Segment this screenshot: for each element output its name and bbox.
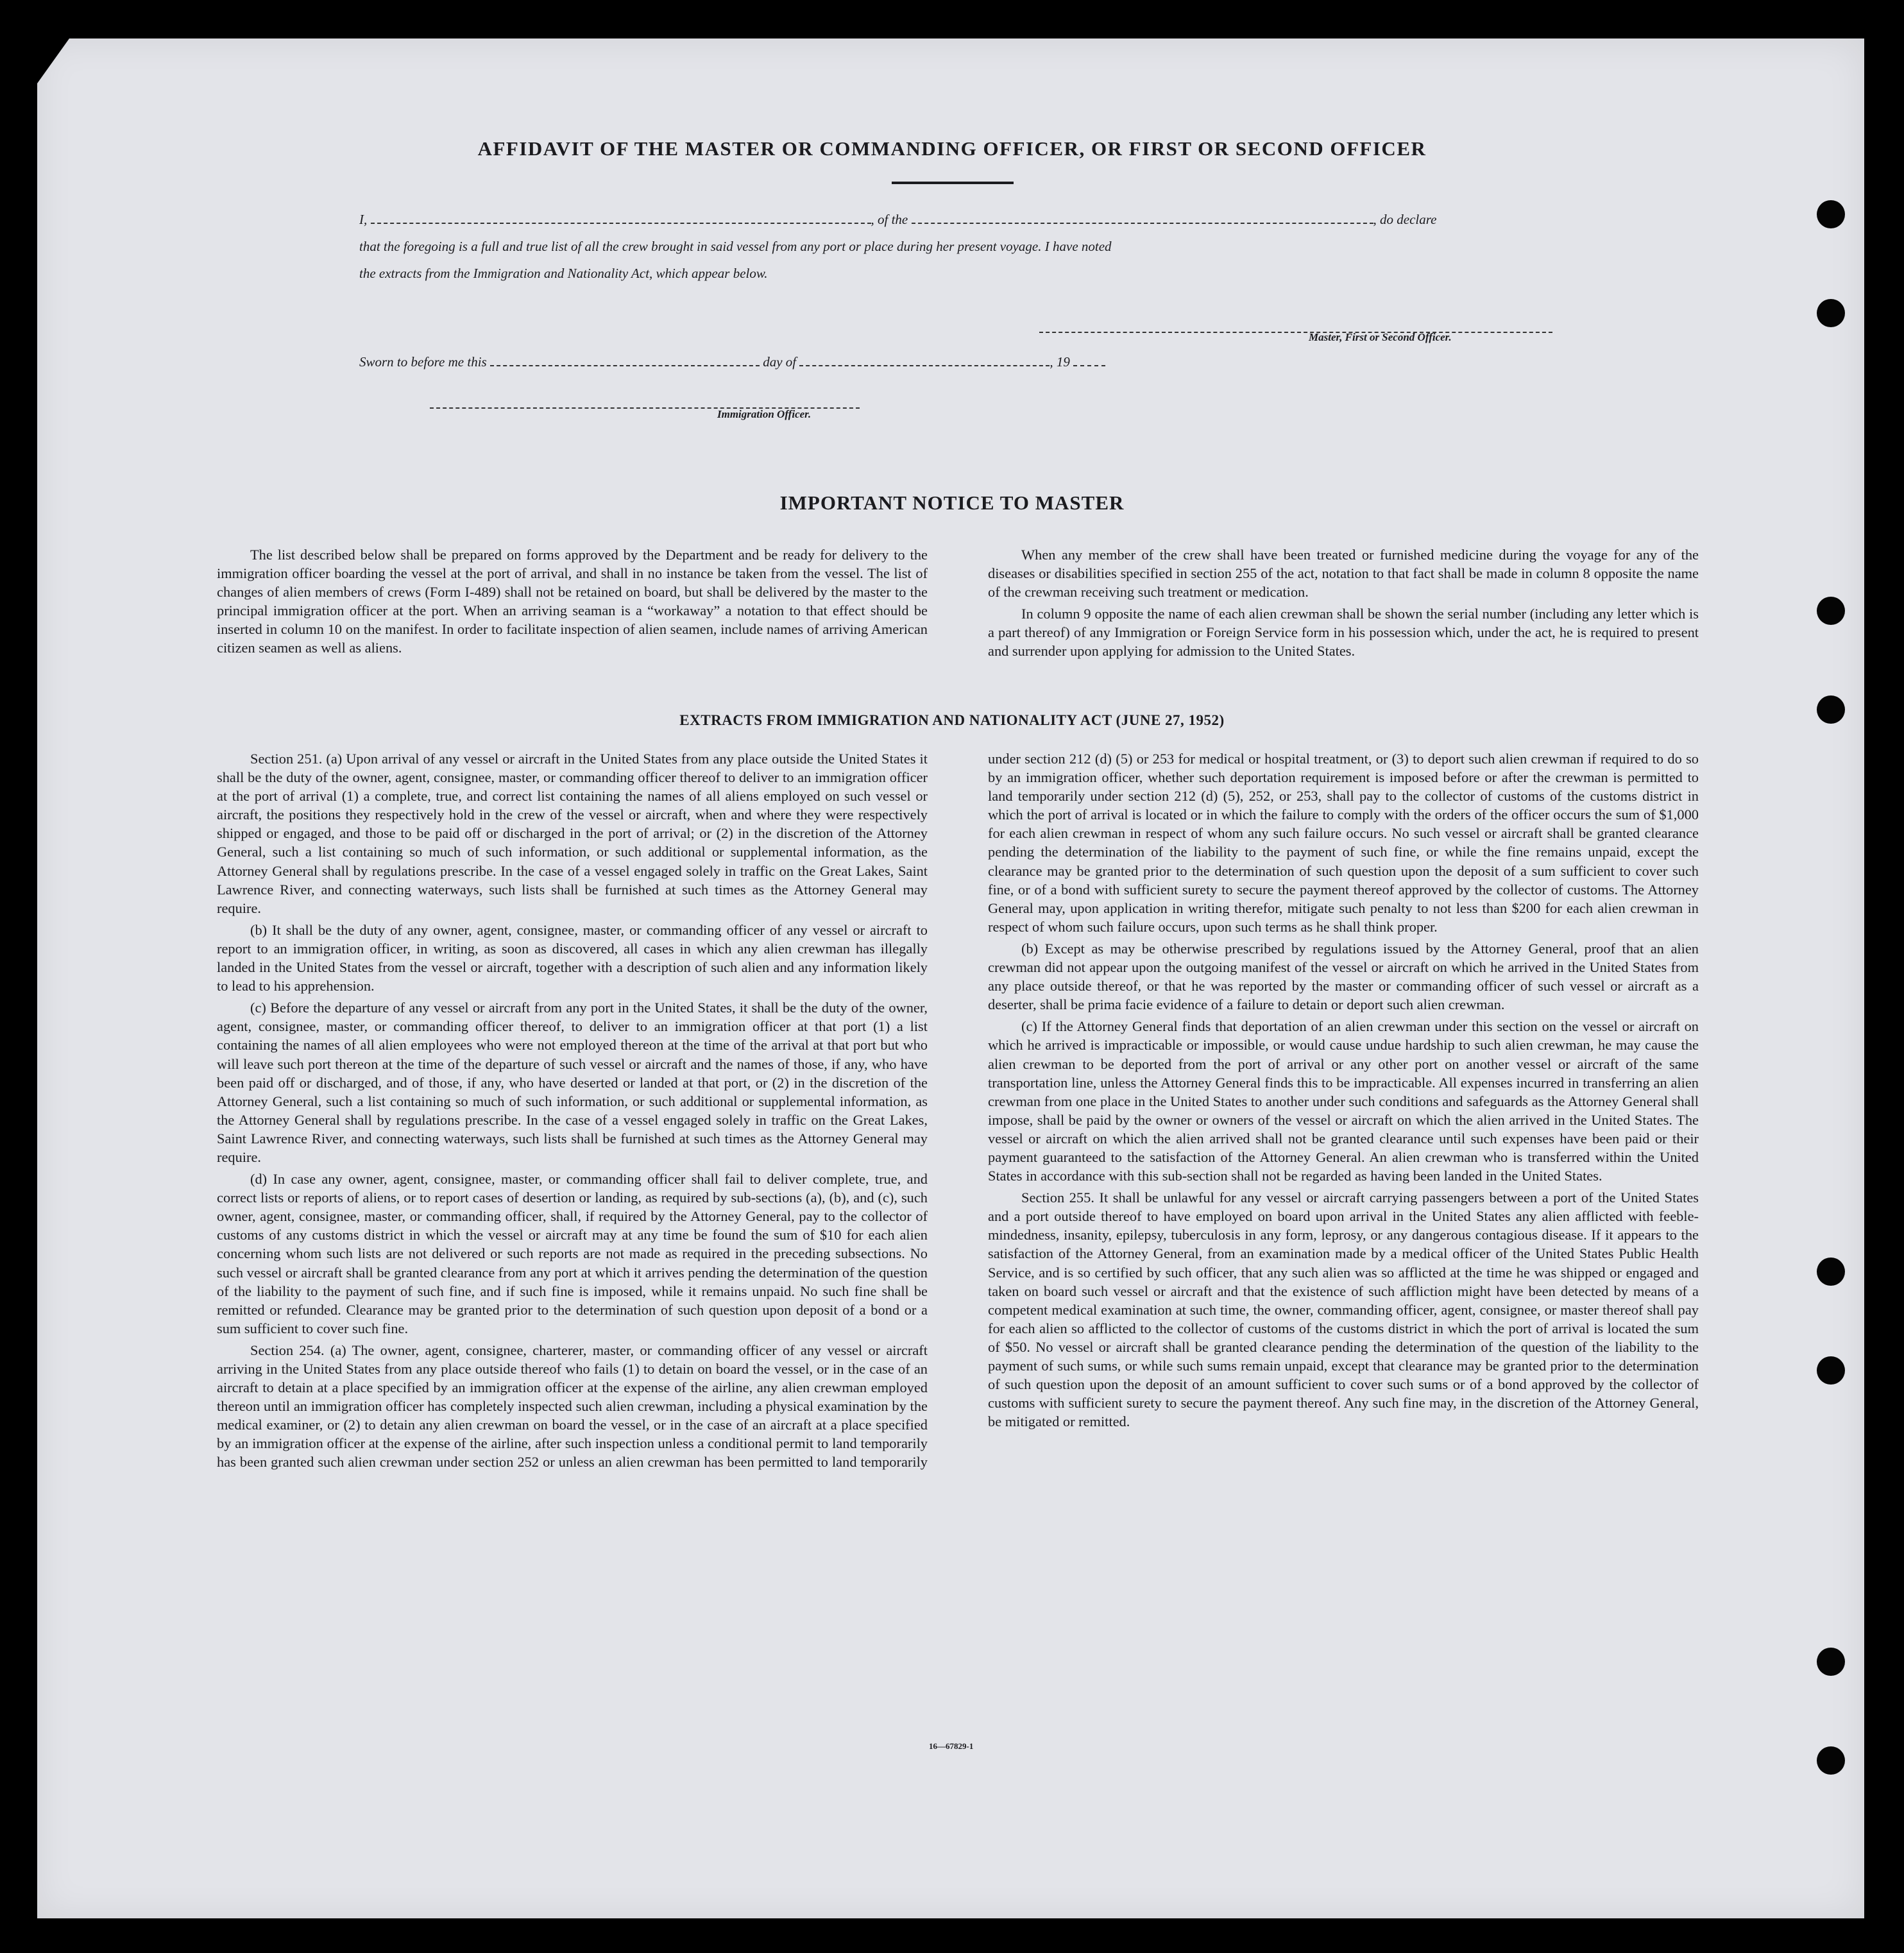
day-of-label: day of (763, 354, 797, 370)
folded-corner (37, 38, 69, 83)
vessel-field[interactable] (912, 222, 1373, 224)
sworn-line (359, 354, 1322, 370)
section-254a-continued: under section 212 (d) (5) or 253 for medical or hospital treatment, or (3) to deport such alien crewman if required to do so by an immigration officer, whether such deportation requirement is imposed before or after the crewman is permitted to land temporarily under section 212 (d) (5), 252, or 253, shall pay to the collector of customs of the customs district in which the port of arrival is located or in which the failure to comply with the orders of the officer occurs the sum of $1,000 for each alien crewman in respect of whom any such failure occurs. No such vessel or aircraft shall be granted clearance pending the determination of the liability to the payment of such fine, or while the fine remains unpaid, except the clearance may be granted prior to the determination of such question upon the deposit of a sum sufficient to cover such fine, or of a bond with sufficient surety to secure the payment thereof approved by the collector of customs. The Attorney General may, upon application in writing therefor, mitigate such penalty to not less than $200 for each alien crewman in respect of whom such failure occurs, upon such terms as he shall think proper. (988, 751, 1699, 935)
extracts-title: EXTRACTS FROM IMMIGRATION AND NATIONALITY ACT (JUNE 27, 1952) (679, 712, 1225, 728)
name-field[interactable] (371, 222, 871, 224)
i-label: I, (359, 212, 368, 227)
affidavit-title: AFFIDAVIT OF THE MASTER OR COMMANDING OFFICER, OR FIRST OR SECOND OFFICER (477, 137, 1427, 160)
section-254a: Section 254. (a) The owner, agent, consignee, charterer, master, or commanding officer of any vessel or aircraft arriving in the United States from any place outside thereof who fails (1) to detain on board the vessel, or in the case of an aircraft to detain at a place specified by an immigration officer at the expense of the airline, any alien crewman employed thereon until an immigration officer has completely inspected such alien crewman, including a physical examination by the medical examiner, or (2) to detain any alien crewman on board the vessel, or in the case of an aircraft at a place specified by an immigration officer at the expense of the airline, after such inspection unless a conditional permit to land temporarily has been granted such alien crewman under section 252 or unless an alien crewman has been permitted to land temporarily (217, 1342, 928, 1471)
of-the-label: , of the (871, 212, 908, 227)
punch-hole (1817, 597, 1845, 625)
form-number: 16—67829-1 (929, 1741, 974, 1751)
notice-right-paragraph: In column 9 opposite the name of each alien crewman shall be shown the serial number (including any letter which is a part thereof) of any Immigration or Foreign Service form in his possession which, under the act, he is required to present and surrender upon applying for admission to the United States. (988, 606, 1699, 660)
section-254b: (b) Except as may be otherwise prescribed by regulations issued by the Attorney General, proof that an alien crewman did not appear upon the outgoing manifest of the vessel or aircraft on which he arrived in the United States from any place outside thereof, or that he was reported by the master or commanding officer of such vessel or aircraft as a deserter, shall be prima facie evidence of a failure to detain or deport such alien crewman. (988, 940, 1699, 1013)
notice-left-column (217, 545, 928, 661)
master-signature-caption: Master, First or Second Officer. (1309, 331, 1452, 343)
section-251a: Section 251. (a) Upon arrival of any vessel or aircraft in the United States from any place outside the United States it shall be the duty of the owner, agent, consignee, master, or commanding officer thereof to deliver to an immigration officer at the port of arrival (1) a complete, true, and correct list containing the names of all aliens employed on such vessel or aircraft, the positions they respectively hold in the crew of the vessel or aircraft, when and where they were respectively shipped or engaged, and those to be paid off or discharged in the port of arrival; or (2) in the discretion of the Attorney General, such a list containing so much of such information, or such additional or supplemental information, as the Attorney General shall by regulations prescribe. In the case of a vessel engaged solely in traffic on the Great Lakes, Saint Lawrence River, and connecting waterways, such lists shall be furnished at such times as the Attorney General may require. (217, 751, 928, 916)
extracts-right-column (988, 749, 1699, 1434)
section-251c: (c) Before the departure of any vessel or aircraft from any port in the United States, it shall be the duty of the owner, agent, consignee, master, or commanding officer thereof, to deliver to an immigration officer at that port (1) a list containing the names of all alien employees who were not employed thereon at the time of the arrival at that port but who will leave such port thereon at the time of the departure of such vessel or aircraft and the names of those, if any, who have been paid off or discharged, and of those, if any, who have deserted or landed at that port, or (2) in the discretion of the Attorney General, such a list containing so much of such information, or such additional or supplemental information, as the Attorney General shall by regulations prescribe. In the case of a vessel engaged solely in traffic on the Great Lakes, Saint Lawrence River, and connecting waterways, such lists shall be furnished at such times as the Attorney General may require. (217, 1000, 928, 1165)
sworn-year-field[interactable] (1073, 364, 1105, 366)
notice-left-paragraph: The list described below shall be prepared on forms approved by the Department and be ready for delivery to the immigration officer boarding the vessel at the port of arrival, and shall in no instance be taken from the vessel. The list of changes of alien members of crews (Form I-489) shall not be retained on board, but shall be delivered by the master to the principal immigration officer at the port. When an arriving seaman is a “workaway” a notation to that effect should be inserted in column 10 on the manifest. In order to facilitate inspection of alien seamen, include names of arriving American citizen seamen as well as aliens. (217, 547, 928, 656)
do-declare-label: , do declare (1373, 212, 1437, 227)
declaration-line-1: that the foregoing is a full and true list of all the crew brought in said vessel from any port or place during her present voyage. I have noted (359, 239, 1112, 254)
notice-right-column (988, 545, 1699, 664)
officer-caption: Immigration Officer. (717, 408, 812, 420)
section-255: Section 255. It shall be unlawful for any vessel or aircraft carrying passengers between a port of the United States and a port outside thereof to have employed on board upon arrival in the United States any alien afflicted with feeble-mindedness, insanity, epilepsy, tuberculosis in any form, leprosy, or any dangerous contagious disease. If it appears to the satisfaction of the Attorney General, from an examination made by a medical officer of the United States Public Health Service, and is so certified by such officer, that any such alien was so afflicted at the time he was shipped or engaged and taken on board such vessel or aircraft and that the existence of such affliction might have been detected by means of a competent medical examination at such time, the owner, commanding officer, agent, consignee, or master thereof shall pay for each alien so afflicted to the collector of customs of the customs district in which the port of arrival is located the sum of $50. No vessel or aircraft shall be granted clearance pending the determination of the question of the liability to the payment of such sums, or while such sums remain unpaid, except that clearance may be granted prior to the determination of such question upon the deposit of an amount sufficient to cover such sums or of a bond approved by the collector of customs with sufficient surety to secure the payment thereof. Any such fine may, in the discretion of the Attorney General, be mitigated or remitted. (988, 1190, 1699, 1430)
declaration-line-2: the extracts from the Immigration and Nationality Act, which appear below. (359, 266, 768, 281)
declaration-line-top (359, 212, 1552, 228)
section-254c: (c) If the Attorney General finds that deportation of an alien crewman under this section on the vessel or aircraft on which he arrived is impracticable or impossible, or would cause undue hardship to such alien crewman, he may cause the alien crewman to be deported from the port of arrival or any other port on another vessel or aircraft of the same transportation line, unless the Attorney General finds this to be impracticable. All expenses incurred in transferring an alien crewman from one place in the United States to another under such conditions and safeguards as the Attorney General shall impose, shall be paid by the owner or owners of the vessel or aircraft on which the alien arrived in the United States. The vessel or aircraft on which the alien arrived shall not be granted clearance until such expenses have been paid or their payment guaranteed to the satisfaction of the Attorney General. An alien crewman who is transferred within the United States in accordance with this sub-section shall not be regarded as having been landed in the United States. (988, 1018, 1699, 1184)
notice-title: IMPORTANT NOTICE TO MASTER (779, 491, 1125, 514)
extracts-left-column (217, 749, 928, 1475)
notice-right-paragraph: When any member of the crew shall have been treated or furnished medicine during the voyage for any of the diseases or disabilities specified in section 255 of the act, notation to that fact shall be made in column 8 opposite the name of the crewman receiving such treatment or medication. (988, 547, 1699, 601)
section-251d: (d) In case any owner, agent, consignee, master, or commanding officer shall fail to deliver complete, true, and correct lists or reports of aliens, or to report cases of desertion or landing, as required by sub-sections (a), (b), and (c), such owner, agent, consignee, master, or commanding officer, shall, if required by the Attorney General, pay to the collector of customs of any customs district in which the vessel or aircraft may at any time be found the sum of $10 for each alien concerning whom such lists are not delivered or such reports are not made as required in the preceding subsections. No such vessel or aircraft shall be granted clearance from any port at which it arrives pending the determination of the question of the liability to the payment of such fine, and if such fine is imposed, while it remains unpaid. No such fine shall be remitted or refunded. Clearance may be granted prior to the determination of such question upon deposit of a bond or a sum sufficient to cover such fine. (217, 1171, 928, 1336)
punch-hole (1817, 1746, 1845, 1775)
year-label: , 19 (1050, 354, 1070, 370)
sworn-month-field[interactable] (799, 364, 1050, 366)
punch-hole (1817, 200, 1845, 228)
punch-hole (1817, 1258, 1845, 1286)
title-rule (892, 182, 1014, 184)
section-251b: (b) It shall be the duty of any owner, agent, consignee, master, or commanding officer of any vessel or aircraft to report to an immigration officer, in writing, as soon as discovered, all cases in which any alien crewman has illegally landed in the United States from the vessel or aircraft, together with a description of such alien and any information likely to lead to his apprehension. (217, 921, 928, 994)
punch-hole (1817, 1356, 1845, 1385)
punch-hole (1817, 1648, 1845, 1676)
sworn-day-field[interactable] (490, 364, 760, 366)
sworn-label: Sworn to before me this (359, 354, 487, 370)
punch-hole (1817, 299, 1845, 327)
master-signature-line[interactable] (1039, 325, 1552, 336)
